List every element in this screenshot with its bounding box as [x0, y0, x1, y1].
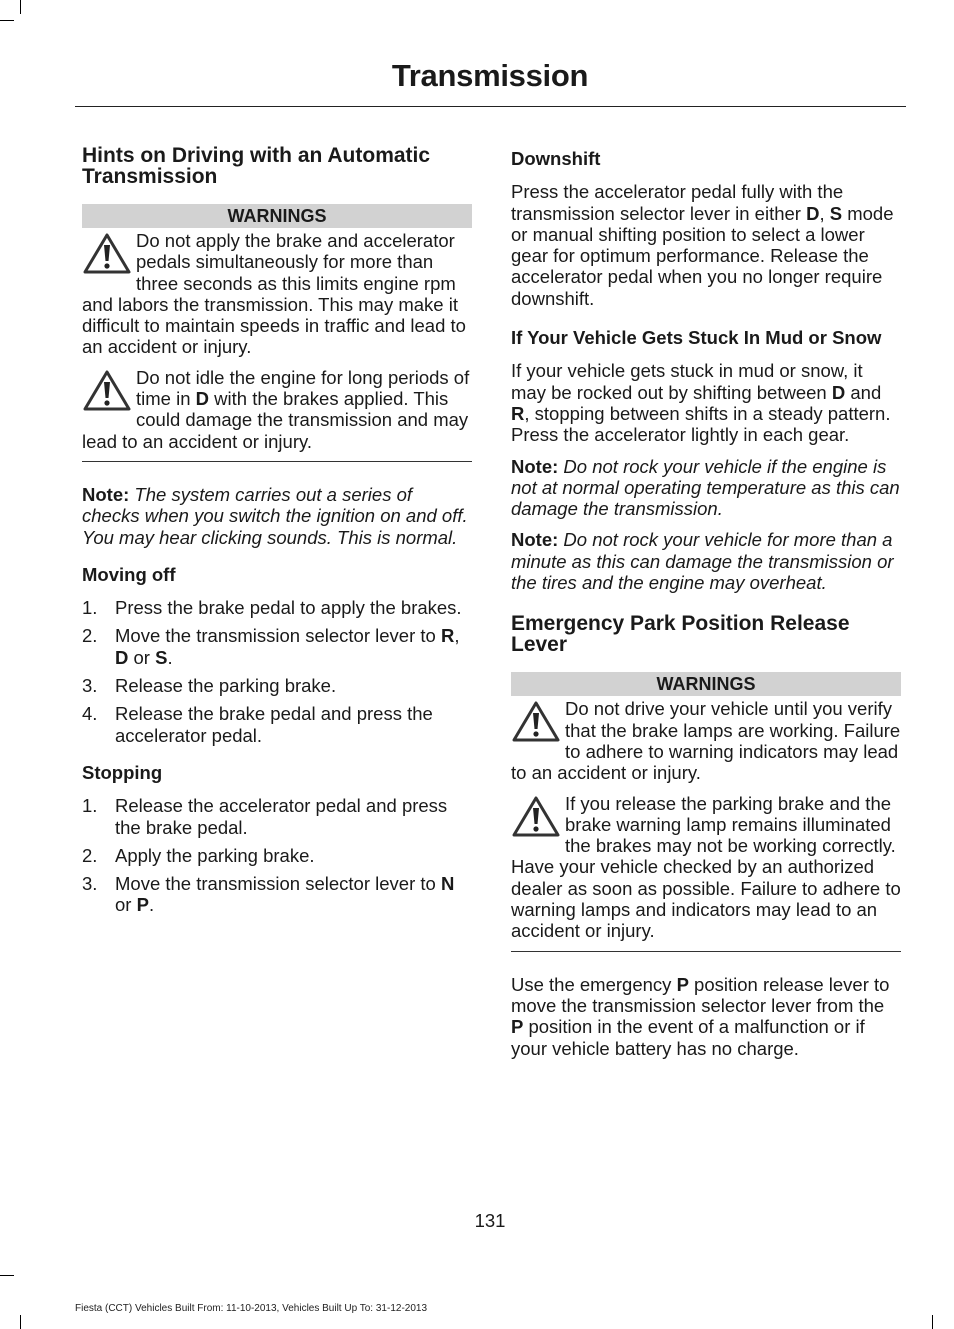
crop-mark: [20, 0, 21, 14]
step-text: Press the brake pedal to apply the brakes.: [115, 597, 462, 619]
page-title: Transmission: [391, 58, 589, 93]
gear-letter: D: [195, 388, 210, 410]
crop-mark: [20, 1315, 21, 1329]
title-divider: [75, 106, 906, 107]
step-text: ,: [454, 625, 460, 647]
gear-letter: S: [155, 646, 168, 668]
list-item: [82, 795, 472, 838]
warning-triangle-icon: [511, 795, 561, 839]
gear-letter: P: [676, 973, 689, 995]
step-number: 1.: [82, 597, 98, 619]
body-text: Press the accelerator pedal fully with the transmission selector lever in either: [511, 181, 844, 224]
gear-letter: P: [511, 1016, 524, 1038]
left-column: [82, 145, 472, 928]
warnings-banner: WARNINGS: [511, 672, 901, 696]
note-label: Note:: [82, 483, 130, 505]
list-item: [82, 873, 472, 916]
subheading-stuck: If Your Vehicle Gets Stuck In Mud or Snow: [511, 327, 882, 349]
step-number: 4.: [82, 703, 98, 725]
note: [82, 484, 472, 548]
step-text: .: [148, 894, 155, 916]
gear-letter: N: [440, 873, 455, 895]
subheading-stopping: Stopping: [82, 761, 163, 783]
step-number: 1.: [82, 795, 98, 817]
body-text: mode or manual shifting position to select a lower gear for optimum performance. Release the accelerator pedal when you no longer require downshift.: [511, 202, 894, 309]
list-item: [82, 845, 472, 866]
gear-letter: R: [440, 625, 455, 647]
gear-letter: P: [136, 894, 149, 916]
step-text: Release the brake pedal and press the accelerator pedal.: [115, 703, 433, 746]
footer-text: Fiesta (CCT) Vehicles Built From: 11-10-2013, Vehicles Built Up To: 31-12-2013: [75, 1303, 428, 1314]
paragraph-downshift: [511, 181, 901, 309]
step-text: Apply the parking brake.: [115, 844, 315, 866]
gear-letter: S: [829, 202, 843, 224]
step-text: or: [115, 894, 137, 916]
step-number: 2.: [82, 625, 98, 647]
warning-text: Do not drive your vehicle until you verify that the brake lamps are working. Failure to adhere to warning indicators may lead to an accident or injury.: [511, 698, 901, 784]
warning-item: [511, 793, 901, 942]
body-text: If your vehicle gets stuck in mud or snow, it may be rocked out by shifting between: [511, 360, 863, 403]
warning-text: If you release the parking brake and the brake warning lamp remains illuminated the brakes may not be working correctly. Have your vehicle checked by an authorized dealer as soon as possible. Failure to adhere to warning lamps and indicators may lead to an accident or injury.: [511, 792, 901, 942]
section-heading-emergency: Emergency Park Position Release Lever: [511, 612, 850, 657]
stopping-steps: [82, 795, 472, 915]
body-text: position release lever to move the transmission selector lever from the: [511, 973, 890, 1016]
step-text: Release the accelerator pedal and press the brake pedal.: [115, 795, 448, 838]
step-number: 3.: [82, 873, 98, 895]
list-item: [82, 597, 472, 618]
subheading-downshift: Downshift: [511, 148, 601, 169]
body-text: Use the emergency: [511, 973, 677, 995]
body-text: position in the event of a malfunction or if your vehicle battery has no charge.: [511, 1016, 865, 1059]
warnings-divider: [511, 951, 901, 952]
crop-mark: [932, 1315, 933, 1329]
paragraph-stuck: [511, 360, 901, 445]
list-item: [82, 675, 472, 696]
warning-item: [82, 367, 472, 452]
warning-triangle-icon: [82, 232, 132, 276]
list-item: [82, 625, 472, 668]
step-text: or: [128, 646, 156, 668]
note: [511, 456, 901, 520]
right-column: [511, 145, 901, 1069]
note-label: Note:: [511, 455, 559, 477]
step-number: 2.: [82, 844, 98, 866]
subheading-moving-off: Moving off: [82, 563, 176, 585]
body-text: ,: [819, 202, 830, 224]
warning-triangle-icon: [511, 700, 561, 744]
body-text: , stopping between shifts in a steady pattern. Press the accelerator lightly in each gear.: [511, 402, 891, 446]
step-number: 3.: [82, 675, 98, 697]
note-text: The system carries out a series of checks when you switch the ignition on and off. You may hear clicking sounds. This is normal.: [82, 483, 468, 548]
list-item: [82, 703, 472, 746]
section-heading-hints: Hints on Driving with an Automatic Transmission: [82, 144, 431, 188]
note: [511, 529, 901, 593]
body-text: and: [845, 381, 882, 403]
warning-triangle-icon: [82, 369, 132, 413]
page-number: 131: [474, 1210, 506, 1231]
step-text: Move the transmission selector lever to: [115, 625, 441, 647]
warning-text: with the brakes applied. This could damage the transmission and may lead to an accident or injury.: [82, 388, 469, 452]
step-text: Release the parking brake.: [115, 675, 337, 697]
warning-item: [511, 698, 901, 783]
step-text: Move the transmission selector lever to: [115, 873, 441, 895]
note-label: Note:: [511, 529, 559, 551]
step-text: .: [167, 646, 173, 668]
gear-letter: D: [831, 381, 846, 403]
warnings-divider: [82, 461, 472, 462]
gear-letter: R: [511, 402, 525, 424]
note-text: Do not rock your vehicle if the engine is not at normal operating temperature as this can damage the transmission.: [511, 455, 900, 520]
warning-text: Do not idle the engine for long periods of time in: [136, 366, 470, 410]
crop-mark: [0, 1275, 14, 1276]
gear-letter: D: [115, 646, 129, 668]
moving-off-steps: [82, 597, 472, 746]
gear-letter: D: [806, 202, 820, 224]
warning-text: Do not apply the brake and accelerator pedals simultaneously for more than three seconds as this limits engine rpm and labors the transmission. This may make it difficult to maintain speeds in traffic and lead to an accident or injury.: [82, 230, 466, 358]
crop-mark: [0, 20, 14, 21]
paragraph-emergency: [511, 974, 901, 1059]
warnings-banner: WARNINGS: [82, 204, 472, 228]
warning-item: [82, 230, 472, 358]
note-text: Do not rock your vehicle for more than a minute as this can damage the transmission or the tires and the engine may overheat.: [511, 529, 894, 594]
